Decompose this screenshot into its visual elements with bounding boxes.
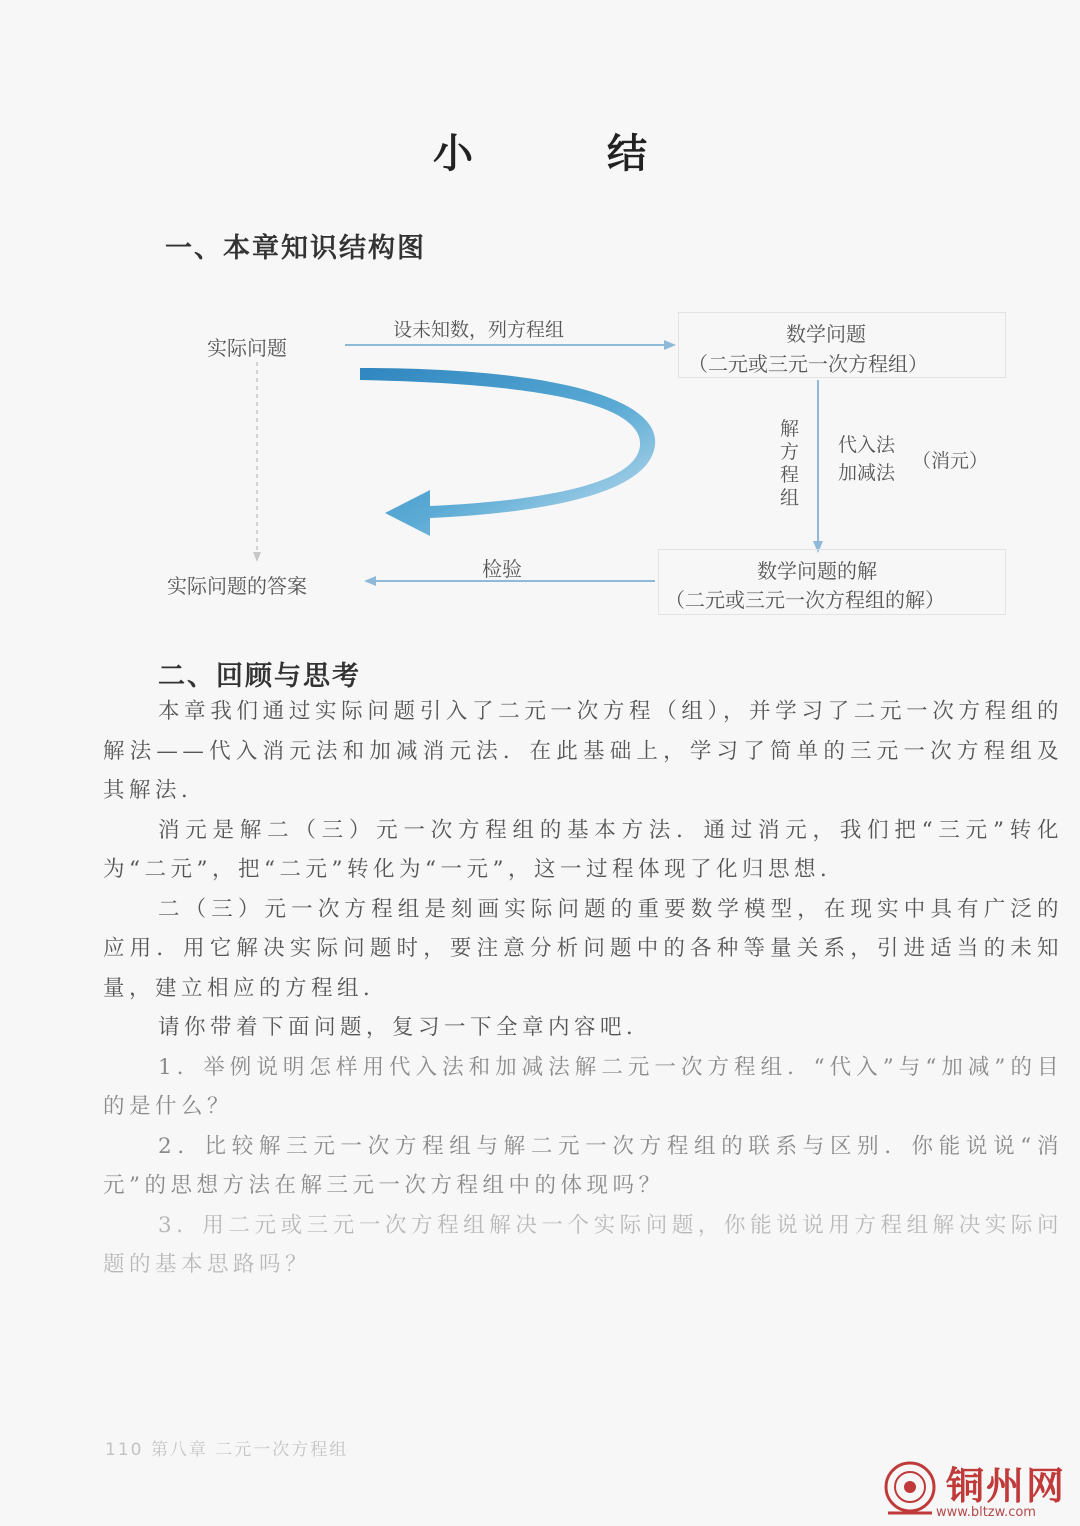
substitution-method-label: 代入法 — [838, 434, 896, 456]
question-item: 1．举例说明怎样用代入法和加减法解二元一次方程组．“代入”与“加减”的目的是什么？ — [103, 1054, 1063, 1119]
site-watermark — [876, 1455, 1076, 1525]
solve-label-char-2: 方 — [780, 441, 800, 463]
knowledge-structure-diagram — [0, 290, 1080, 630]
arrow-head-right — [664, 340, 676, 350]
watermark-url: www.bltzw.com — [936, 1505, 1036, 1520]
real-answer-label: 实际问题的答案 — [167, 574, 307, 598]
question-item: 3．用二元或三元一次方程组解决一个实际问题，你能说说用方程组解决实际问题的基本思路吗？ — [103, 1212, 1063, 1277]
paragraph: 消元是解二（三）元一次方程组的基本方法．通过消元，我们把“三元”转化为“二元”，把“二元”转化为“一元”，这一过程体现了化归思想． — [103, 817, 1063, 882]
addition-method-label: 加减法 — [838, 462, 896, 484]
page-footer: 110 第八章 二元一次方程组 — [105, 1440, 349, 1460]
watermark-seal-icon — [878, 1457, 942, 1521]
math-solution-label: 数学问题的解 — [757, 559, 877, 583]
question-item: 2．比较解三元一次方程组与解二元一次方程组的联系与区别．你能说说“消元”的思想方法在解三元一次方程组中的体现吗？ — [103, 1133, 1063, 1198]
solve-label-char-3: 程 — [780, 464, 800, 486]
elimination-note: （消元） — [912, 450, 989, 472]
section-heading-review: 二、回顾与思考 — [158, 661, 361, 692]
solve-label-char-4: 组 — [780, 487, 800, 509]
watermark-name: 铜州网 — [946, 1464, 1067, 1508]
curved-loop-arrow — [360, 368, 655, 536]
review-text — [103, 692, 1063, 1285]
solve-label-char-1: 解 — [780, 418, 800, 440]
paragraph: 本章我们通过实际问题引入了二元一次方程（组），并学习了二元一次方程组的解法——代入消元法和加减消元法．在此基础上，学习了简单的三元一次方程组及其解法． — [103, 699, 1063, 803]
check-label: 检验 — [482, 557, 522, 581]
page-title: 小 结 — [433, 130, 707, 177]
section-heading-structure: 一、本章知识结构图 — [165, 233, 426, 264]
math-solution-sublabel: （二元或三元一次方程组的解） — [665, 588, 945, 612]
set-unknowns-label: 设未知数，列方程组 — [393, 319, 565, 341]
paragraph: 二（三）元一次方程组是刻画实际问题的重要数学模型，在现实中具有广泛的应用．用它解决实际问题时，要注意分析问题中的各种等量关系，引进适当的未知量，建立相应的方程组． — [103, 896, 1063, 1001]
math-problem-label: 数学问题 — [786, 322, 866, 346]
math-problem-sublabel: （二元或三元一次方程组） — [688, 352, 928, 376]
paragraph: 请你带着下面问题，复习一下全章内容吧． — [158, 1015, 653, 1040]
arrow-head-left — [364, 576, 376, 586]
real-problem-label: 实际问题 — [207, 336, 287, 360]
